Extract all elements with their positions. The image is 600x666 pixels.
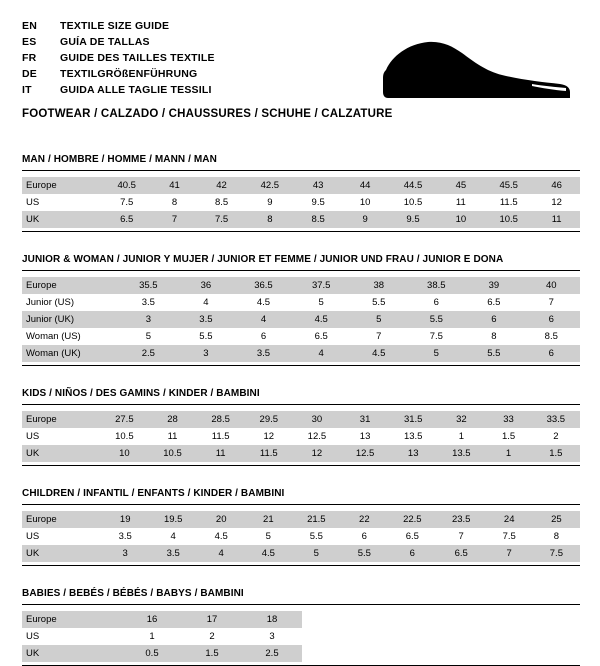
row-label: Europe — [22, 277, 119, 294]
size-cell: 10.5 — [148, 445, 196, 462]
dress-shoe-icon — [382, 34, 572, 106]
size-cell: 33.5 — [532, 411, 580, 428]
size-cell: 1.5 — [182, 645, 242, 662]
size-cell: 4 — [235, 311, 293, 328]
size-cell: 5 — [350, 311, 407, 328]
size-cell: 10.5 — [388, 194, 437, 211]
size-cell: 3.5 — [102, 528, 149, 545]
size-cell: 12 — [245, 428, 293, 445]
size-cell: 6 — [388, 545, 437, 562]
section-title: MAN / HOMBRE / HOMME / MANN / MAN — [22, 154, 217, 165]
size-cell: 7 — [151, 211, 198, 228]
language-code: EN — [22, 20, 37, 32]
size-section — [22, 154, 580, 232]
size-cell: 6 — [407, 294, 465, 311]
size-table — [22, 177, 580, 228]
language-row — [22, 50, 215, 66]
language-label: TEXTILGRÖßENFÜHRUNG — [60, 68, 198, 80]
size-cell: 9 — [342, 211, 389, 228]
table-row — [22, 528, 580, 545]
size-cell: 20 — [198, 511, 245, 528]
size-cell: 31.5 — [389, 411, 437, 428]
size-cell: 36.5 — [235, 277, 293, 294]
language-row — [22, 18, 215, 34]
language-label: GUIDA ALLE TAGLIE TESSILI — [60, 84, 212, 96]
size-cell: 40 — [523, 277, 580, 294]
size-cell: 38.5 — [407, 277, 465, 294]
language-code: FR — [22, 52, 37, 64]
size-cell: 25 — [533, 511, 580, 528]
table-row — [22, 645, 302, 662]
size-cell: 5.5 — [465, 345, 522, 362]
size-cell: 42.5 — [245, 177, 294, 194]
size-cell: 5 — [292, 294, 350, 311]
section-divider — [22, 365, 580, 366]
size-table — [22, 611, 302, 662]
size-cell: 6.5 — [292, 328, 350, 345]
size-cell: 39 — [465, 277, 522, 294]
size-cell: 17 — [182, 611, 242, 628]
size-cell: 4.5 — [292, 311, 350, 328]
size-cell: 35.5 — [119, 277, 177, 294]
row-label: Europe — [22, 611, 122, 628]
category-title: FOOTWEAR / CALZADO / CHAUSSURES / SCHUHE / CALZATURE — [22, 108, 393, 120]
language-label: TEXTILE SIZE GUIDE — [60, 20, 170, 32]
size-cell: 2.5 — [119, 345, 177, 362]
size-cell: 0.5 — [122, 645, 182, 662]
size-cell: 12.5 — [341, 445, 389, 462]
size-cell: 6 — [465, 311, 522, 328]
section-title: CHILDREN / INFANTIL / ENFANTS / KINDER / BAMBINI — [22, 488, 285, 499]
size-cell: 42 — [198, 177, 245, 194]
section-title: JUNIOR & WOMAN / JUNIOR Y MUJER / JUNIOR ET FEMME / JUNIOR UND FRAU / JUNIOR E DONA — [22, 254, 504, 265]
size-cell: 44.5 — [388, 177, 437, 194]
size-cell: 7.5 — [407, 328, 465, 345]
size-cell: 3 — [102, 545, 149, 562]
size-cell: 3.5 — [119, 294, 177, 311]
size-cell: 5 — [407, 345, 465, 362]
size-cell: 3 — [119, 311, 177, 328]
language-code: IT — [22, 84, 32, 96]
table-row — [22, 545, 580, 562]
size-cell: 45 — [438, 177, 485, 194]
size-cell: 5.5 — [292, 528, 341, 545]
size-cell: 19 — [102, 511, 149, 528]
size-cell: 13.5 — [437, 445, 485, 462]
size-cell: 12 — [533, 194, 580, 211]
section-title: KIDS / NIÑOS / DES GAMINS / KINDER / BAMBINI — [22, 388, 260, 399]
size-section — [22, 388, 580, 466]
size-cell: 1.5 — [485, 428, 531, 445]
language-row — [22, 82, 215, 98]
table-row — [22, 277, 580, 294]
row-label: US — [22, 194, 102, 211]
size-cell: 2 — [532, 428, 580, 445]
size-cell: 10 — [342, 194, 389, 211]
size-cell: 3 — [177, 345, 234, 362]
section-divider — [22, 465, 580, 466]
size-cell: 4 — [292, 345, 350, 362]
table-row — [22, 611, 302, 628]
size-cell: 7.5 — [102, 194, 151, 211]
size-cell: 23.5 — [437, 511, 486, 528]
size-cell: 28 — [148, 411, 196, 428]
size-cell: 3.5 — [149, 545, 198, 562]
row-label: UK — [22, 545, 102, 562]
table-row — [22, 628, 302, 645]
size-cell: 38 — [350, 277, 407, 294]
size-cell: 37.5 — [292, 277, 350, 294]
section-divider — [22, 231, 580, 232]
size-cell: 13.5 — [389, 428, 437, 445]
size-cell: 7 — [486, 545, 533, 562]
size-cell: 31 — [341, 411, 389, 428]
size-cell: 10.5 — [484, 211, 533, 228]
row-label: UK — [22, 211, 102, 228]
size-cell: 12.5 — [293, 428, 341, 445]
row-label: Woman (US) — [22, 328, 119, 345]
size-cell: 45.5 — [484, 177, 533, 194]
size-cell: 5.5 — [177, 328, 234, 345]
size-cell: 10.5 — [100, 428, 148, 445]
table-row — [22, 428, 580, 445]
size-cell: 1 — [485, 445, 531, 462]
row-label: Junior (UK) — [22, 311, 119, 328]
size-cell: 1.5 — [532, 445, 580, 462]
section-rule — [22, 404, 580, 405]
table-row — [22, 345, 580, 362]
section-title: BABIES / BEBÉS / BÉBÉS / BABYS / BAMBINI — [22, 588, 244, 599]
row-label: UK — [22, 445, 100, 462]
size-cell: 10 — [438, 211, 485, 228]
size-cell: 6 — [235, 328, 293, 345]
row-label: Woman (UK) — [22, 345, 119, 362]
row-label: UK — [22, 645, 122, 662]
size-cell: 40.5 — [102, 177, 151, 194]
size-section — [22, 254, 580, 366]
language-label: GUÍA DE TALLAS — [60, 36, 150, 48]
size-cell: 43 — [294, 177, 341, 194]
size-cell: 7.5 — [486, 528, 533, 545]
size-section — [22, 488, 580, 566]
size-cell: 8.5 — [294, 211, 341, 228]
size-cell: 1 — [122, 628, 182, 645]
size-cell: 44 — [342, 177, 389, 194]
language-label: GUIDE DES TAILLES TEXTILE — [60, 52, 215, 64]
size-cell: 5 — [245, 528, 292, 545]
size-cell: 6 — [341, 528, 388, 545]
size-cell: 7.5 — [198, 211, 245, 228]
size-cell: 30 — [293, 411, 341, 428]
table-row — [22, 328, 580, 345]
size-cell: 36 — [177, 277, 234, 294]
size-table — [22, 511, 580, 562]
size-cell: 11 — [148, 428, 196, 445]
table-row — [22, 211, 580, 228]
size-cell: 5.5 — [341, 545, 388, 562]
size-cell: 19.5 — [149, 511, 198, 528]
row-label: US — [22, 428, 100, 445]
size-cell: 2.5 — [242, 645, 302, 662]
size-cell: 8 — [533, 528, 580, 545]
size-cell: 7 — [523, 294, 580, 311]
table-row — [22, 311, 580, 328]
table-row — [22, 411, 580, 428]
size-cell: 8 — [245, 211, 294, 228]
size-cell: 7 — [437, 528, 486, 545]
size-cell: 18 — [242, 611, 302, 628]
document-header — [22, 18, 580, 118]
language-code: ES — [22, 36, 37, 48]
size-cell: 11.5 — [197, 428, 245, 445]
size-cell: 8 — [151, 194, 198, 211]
table-row — [22, 194, 580, 211]
size-cell: 4 — [198, 545, 245, 562]
size-cell: 24 — [486, 511, 533, 528]
language-list — [22, 18, 215, 98]
row-label: US — [22, 628, 122, 645]
section-divider — [22, 565, 580, 566]
size-cell: 5 — [292, 545, 341, 562]
row-label: Europe — [22, 177, 102, 194]
size-cell: 28.5 — [197, 411, 245, 428]
size-cell: 22.5 — [388, 511, 437, 528]
size-cell: 4.5 — [235, 294, 293, 311]
size-cell: 11 — [197, 445, 245, 462]
row-label: US — [22, 528, 102, 545]
size-cell: 33 — [485, 411, 531, 428]
size-cell: 1 — [437, 428, 485, 445]
table-row — [22, 445, 580, 462]
size-cell: 6 — [523, 311, 580, 328]
size-cell: 29.5 — [245, 411, 293, 428]
size-cell: 11 — [533, 211, 580, 228]
size-cell: 4.5 — [198, 528, 245, 545]
size-cell: 10 — [100, 445, 148, 462]
size-cell: 9 — [245, 194, 294, 211]
size-cell: 9.5 — [294, 194, 341, 211]
size-cell: 11 — [438, 194, 485, 211]
table-row — [22, 294, 580, 311]
section-rule — [22, 604, 580, 605]
size-cell: 4 — [177, 294, 234, 311]
size-cell: 32 — [437, 411, 485, 428]
size-cell: 8.5 — [198, 194, 245, 211]
section-rule — [22, 170, 580, 171]
size-cell: 7 — [350, 328, 407, 345]
size-sections — [22, 154, 580, 666]
size-cell: 7.5 — [533, 545, 580, 562]
size-cell: 12 — [293, 445, 341, 462]
section-rule — [22, 270, 580, 271]
row-label: Europe — [22, 411, 100, 428]
size-cell: 5 — [119, 328, 177, 345]
size-cell: 4.5 — [350, 345, 407, 362]
size-cell: 22 — [341, 511, 388, 528]
language-row — [22, 34, 215, 50]
size-cell: 5.5 — [350, 294, 407, 311]
size-cell: 27.5 — [100, 411, 148, 428]
size-cell: 6.5 — [388, 528, 437, 545]
size-table — [22, 277, 580, 362]
language-row — [22, 66, 215, 82]
size-cell: 8 — [465, 328, 522, 345]
size-cell: 21.5 — [292, 511, 341, 528]
size-cell: 4.5 — [245, 545, 292, 562]
size-cell: 41 — [151, 177, 198, 194]
size-cell: 2 — [182, 628, 242, 645]
size-cell: 8.5 — [523, 328, 580, 345]
section-rule — [22, 504, 580, 505]
size-cell: 3.5 — [177, 311, 234, 328]
table-row — [22, 177, 580, 194]
row-label: Europe — [22, 511, 102, 528]
size-table — [22, 411, 580, 462]
size-cell: 9.5 — [388, 211, 437, 228]
size-cell: 11.5 — [484, 194, 533, 211]
size-cell: 11.5 — [245, 445, 293, 462]
size-cell: 5.5 — [407, 311, 465, 328]
size-cell: 16 — [122, 611, 182, 628]
size-cell: 6.5 — [102, 211, 151, 228]
size-cell: 21 — [245, 511, 292, 528]
size-cell: 3.5 — [235, 345, 293, 362]
size-cell: 4 — [149, 528, 198, 545]
size-cell: 46 — [533, 177, 580, 194]
language-code: DE — [22, 68, 37, 80]
size-cell: 6.5 — [437, 545, 486, 562]
size-cell: 13 — [389, 445, 437, 462]
size-cell: 6 — [523, 345, 580, 362]
table-row — [22, 511, 580, 528]
row-label: Junior (US) — [22, 294, 119, 311]
size-cell: 13 — [341, 428, 389, 445]
size-cell: 6.5 — [465, 294, 522, 311]
size-cell: 3 — [242, 628, 302, 645]
